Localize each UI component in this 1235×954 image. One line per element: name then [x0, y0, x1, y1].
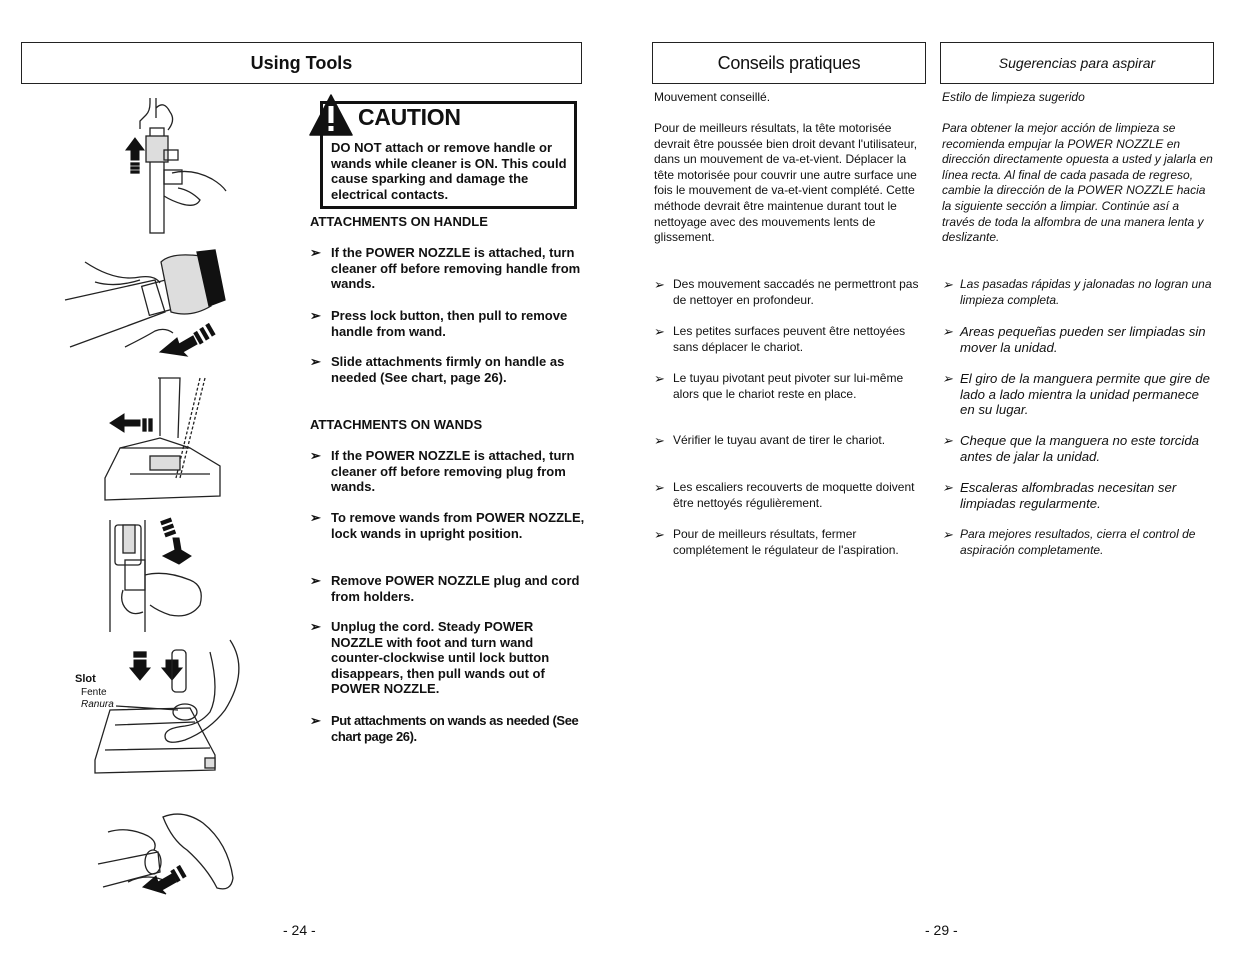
- caution-label: CAUTION: [358, 104, 461, 130]
- wands-item-4: [310, 619, 585, 697]
- french-item-6: [654, 527, 924, 558]
- bullet-arrow-icon: ➢: [654, 371, 665, 386]
- handle-item-3: [310, 354, 585, 385]
- bullet-arrow-icon: ➢: [942, 433, 953, 448]
- french-title: Conseils pratiques: [717, 52, 861, 73]
- french-item-text: Vérifier le tuyau avant de tirer le chariot.: [673, 433, 886, 447]
- bullet-arrow-icon: ➢: [654, 527, 665, 542]
- wands-item-text: Unplug the cord. Steady POWER NOZZLE with foot and turn wand counter-clockwise until lock button disappears, then pull wands out of POWER NOZZLE.: [331, 619, 550, 697]
- wands-item-2: [310, 510, 585, 541]
- wands-item-text: Remove POWER NOZZLE plug and cord from holders.: [331, 573, 580, 604]
- attach-tool-illustration: [98, 812, 238, 897]
- bullet-arrow-icon: ➢: [310, 354, 321, 369]
- bullet-arrow-icon: ➢: [310, 448, 321, 463]
- french-subtitle: Mouvement conseillé.: [654, 90, 771, 104]
- spanish-item-text: Escaleras alfombradas necesitan ser limpiadas regularmente.: [960, 480, 1177, 511]
- wands-section-heading: ATTACHMENTS ON WANDS: [310, 417, 483, 432]
- wands-item-text: If the POWER NOZZLE is attached, turn cleaner off before removing plug from wands.: [331, 448, 575, 495]
- handle-item-2: [310, 308, 585, 339]
- french-item-4: [654, 433, 924, 449]
- handle-item-text: Press lock button, then pull to remove handle from wand.: [331, 308, 568, 339]
- bullet-arrow-icon: ➢: [942, 371, 953, 386]
- french-item-text: Pour de meilleurs résultats, fermer complétement le régulateur de l'aspiration.: [673, 527, 899, 557]
- spanish-item-5: [942, 480, 1214, 511]
- bullet-arrow-icon: ➢: [654, 433, 665, 448]
- french-header: [652, 42, 926, 84]
- wands-item-text: Put attachments on wands as needed (See chart page 26).: [331, 713, 579, 744]
- french-item-1: [654, 277, 924, 308]
- handle-item-text: Slide attachments firmly on handle as needed (See chart, page 26).: [331, 354, 565, 385]
- french-intro: Pour de meilleurs résultats, la tête motorisée devrait être poussée bien droit devant l'utilisateur, dans un mouvement de va-et-vient. Déplacer la tête motorisée pour couvrir une autre surface une fois le mouvement de va-et-vient complété. Cette méthode devrait être maintenue durant tout le nettoyage avec des mouvements lents de glissement.: [654, 121, 918, 245]
- spanish-subtitle: Estilo de limpieza sugerido: [942, 90, 1085, 104]
- french-item-3: [654, 371, 924, 402]
- bullet-arrow-icon: ➢: [942, 480, 953, 495]
- page-number-right: - 29 -: [925, 922, 958, 938]
- spanish-item-1: [942, 277, 1214, 308]
- handle-item-text: If the POWER NOZZLE is attached, turn cleaner off before removing handle from wands.: [331, 245, 581, 292]
- french-item-2: [654, 324, 924, 355]
- slot-label: Slot: [75, 673, 96, 685]
- bullet-arrow-icon: ➢: [942, 527, 953, 542]
- bullet-arrow-icon: ➢: [310, 308, 321, 323]
- bullet-arrow-icon: ➢: [942, 277, 953, 292]
- page-title: Using Tools: [250, 52, 353, 73]
- bullet-arrow-icon: ➢: [654, 277, 665, 292]
- bullet-arrow-icon: ➢: [942, 324, 953, 339]
- unplug-cord-illustration: [105, 520, 210, 632]
- spanish-item-text: Areas pequeñas pueden ser limpiadas sin mover la unidad.: [960, 324, 1206, 355]
- spanish-item-text: Cheque que la manguera no este torcida antes de jalar la unidad.: [960, 433, 1200, 464]
- handle-lock-illustration: [120, 98, 230, 233]
- spanish-intro: Para obtener la mejor acción de limpieza se recomienda empujar la POWER NOZZLE en dirección directamente opuesta a usted y jalarla en línea recta. Al final de cada pasada de regreso, cambie la dirección de la POWER NOZZLE hacia la siguiente sección a limpiar. Continúe así a través de toda la alfombra de una manera lenta y deslizante.: [942, 121, 1213, 245]
- wands-item-5: [310, 713, 585, 744]
- bullet-arrow-icon: ➢: [654, 480, 665, 495]
- bullet-arrow-icon: ➢: [310, 713, 321, 728]
- warning-triangle-icon: [309, 93, 354, 138]
- spanish-item-4: [942, 433, 1214, 464]
- french-item-5: [654, 480, 924, 511]
- handle-item-1: [310, 245, 585, 292]
- handle-section: [310, 214, 585, 230]
- wands-item-3: [310, 573, 585, 604]
- wands-item-text: To remove wands from POWER NOZZLE, lock wands in upright position.: [331, 510, 585, 541]
- spanish-item-3: [942, 371, 1214, 418]
- spanish-item-2: [942, 324, 1214, 355]
- bullet-arrow-icon: ➢: [310, 510, 321, 525]
- spanish-title: Sugerencias para aspirar: [998, 55, 1156, 71]
- handle-section-heading: ATTACHMENTS ON HANDLE: [310, 214, 488, 229]
- bullet-arrow-icon: ➢: [310, 245, 321, 260]
- french-item-text: Le tuyau pivotant peut pivoter sur lui-même alors que le chariot reste en place.: [673, 371, 904, 401]
- page-number-left: - 24 -: [283, 922, 316, 938]
- ranura-label: Ranura: [81, 699, 114, 710]
- fente-label: Fente: [81, 687, 107, 698]
- spanish-header: [940, 42, 1214, 84]
- bullet-arrow-icon: ➢: [310, 573, 321, 588]
- caution-text: DO NOT attach or remove handle or wands while cleaner is ON. This could cause sparking and damage the electrical contacts.: [331, 140, 567, 202]
- power-nozzle-upright-illustration: [100, 378, 225, 503]
- french-item-text: Des mouvement saccadés ne permettront pas de nettoyer en profondeur.: [673, 277, 919, 307]
- bullet-arrow-icon: ➢: [654, 324, 665, 339]
- french-item-text: Les petites surfaces peuvent être nettoyées sans déplacer le chariot.: [673, 324, 906, 354]
- wands-section: [310, 417, 585, 433]
- bullet-arrow-icon: ➢: [310, 619, 321, 634]
- spanish-item-6: [942, 527, 1214, 558]
- foot-on-nozzle-illustration: [90, 640, 250, 775]
- wands-item-1: [310, 448, 585, 495]
- spanish-item-text: Las pasadas rápidas y jalonadas no logran una limpieza completa.: [960, 277, 1212, 307]
- remove-attachment-illustration: [65, 252, 225, 362]
- using-tools-header: [21, 42, 582, 84]
- spanish-item-text: El giro de la manguera permite que gire de lado a lado mientra la unidad permanece en su lugar.: [960, 371, 1210, 418]
- french-item-text: Les escaliers recouverts de moquette doivent être nettoyés régulièrement.: [673, 480, 915, 510]
- spanish-item-text: Para mejores resultados, cierra el control de aspiración completamente.: [960, 527, 1196, 557]
